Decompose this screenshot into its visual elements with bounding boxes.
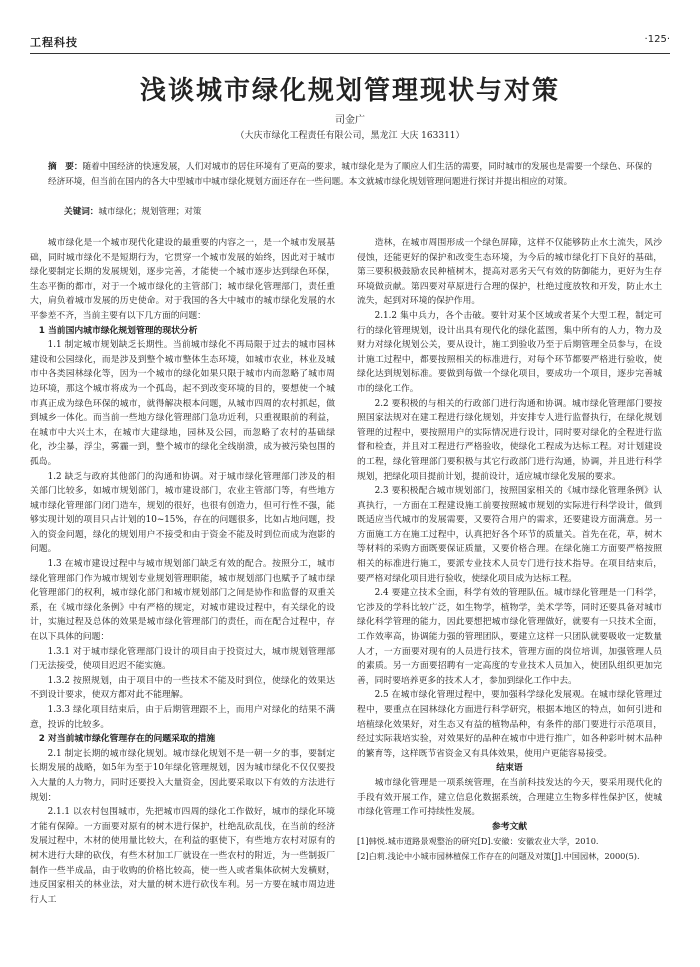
- header-rule: [30, 53, 670, 54]
- running-header: [30, 30, 670, 50]
- reference-item: [1]韩悦.城市道路景观整治的研究[D].安徽：安徽农业大学，2010.: [357, 836, 599, 847]
- section-heading: 参考文献: [491, 821, 528, 832]
- body-paragraph: 2.1.1 以农村包围城市，先把城市四周的绿化工作做好，城市的绿化环境才能有保障。一方面要对原有的树木进行保护，杜绝乱砍乱伐，在当前的经济发展过程中，木材的使用量比较大，在利益的驱使下，有些地方农村对原有的树木进行大肆的砍伐，有些木材加工厂就设在一些农村的附近，为一些制扳厂制作一些半成品，由于收购的价格比较高，使一些人或者集体砍树大发横财，违反国家相关的林业法，对大量的树木进行砍伐车利。另一方要在城市周边进行人工: [30, 807, 335, 905]
- page-number: ·125·: [644, 34, 670, 45]
- reference-item: [2]白莉.浅论中小城市园林植保工作存在的问题及对策[J].中国园林，2000(5).: [357, 850, 640, 861]
- body-paragraph: 1.3.1 对于城市绿化管理部门设计的项目由于投资过大，城市规划管理部门无法接受，使项目迟迟不能实施。: [30, 646, 335, 672]
- keywords: [64, 205, 652, 219]
- affiliation: （大庆市绿化工程责任有限公司，黑龙江 大庆 163311）: [235, 131, 465, 141]
- keywords-text: 城市绿化；规划管理；对策: [98, 207, 202, 217]
- abstract-text: 随着中国经济的快速发展，人们对城市的居住环境有了更高的要求，城市绿化是为了顺应人们生活的需要，同时城市的发展也是需要一个绿色、环保的经济环境，但当前在国内的各大中型城市中城市绿化规划方面还存在一些问题。本文就城市绿化规划管理问题进行探讨并提出相应的对策。: [48, 162, 652, 187]
- body-paragraph: 2.1 制定长期的城市绿化规划。城市绿化规划不是一朝一夕的事，要制定长期发展的战略，如5年为至于10年绿化管理规划，因为城市绿化不仅仅要投入大量的人力物力，同时还要投入大量资金，因此要采取以下有效的方法进行规划：: [30, 748, 335, 803]
- section-heading: 结束语: [496, 763, 523, 774]
- abstract: [48, 160, 652, 190]
- left-column: [30, 236, 335, 907]
- author: 司金广: [335, 115, 365, 126]
- body-paragraph: 2.3 要积极配合城市规划部门，按照国家相关的《城市绿化管理条例》认真执行，一方面在工程建设施工前要按照城市规划的实际进行科学设计，做到既适应当代城市的发展需要，又要符合用户的需求，还要建设方面满意。另一方面施工方在施工过程中，认真把好各个环节的质量关。首先在花，草，树木等材料的采购方面既要保证质量，又要价格合理。在绿化施工方面要严格按照相关的标准进行施工，要派专业技术人员专门进行技术指导。在项目结束后，要严格对绿化项目进行验收，使绿化项目成为达标工程。: [357, 486, 662, 584]
- body-paragraph: 1.3.3 绿化项目结束后，由于后期管理跟不上，而用户对绿化的结果不满意，投诉的比较多。: [30, 705, 335, 730]
- body-paragraph: 1.2 缺乏与政府其他部门的沟通和协调。对于城市绿化管理部门涉及的相关部门比较多，如城市规划部门，城市建设部门，农业主管部门等，有些地方城市绿化管理部门闭门造车，规划的很好，也很有创造力，但可行性不强，能够实现计划的项目只占计划的10~15%，存在的问题很多，比如占地问题，投入的资金问题，绿化的规划用户不接受和由于资金不能及时到位而成为泡影的问题。: [30, 471, 335, 555]
- body-paragraph: 1.1 制定城市规划缺乏长期性。当前城市绿化不再局限于过去的城市园林建设和公园绿化，而是涉及到整个城市整体生态环境，如城市农业，林业及城市中各类园林绿化等，因为一个城市的绿化如果只限于城市内而忽略了城市周边环境，那这个城市将成为一个孤岛，起不到改变环境的目的，要想使一个城市真正成为绿色环保的城市，就得解决根本问题，从城市四周的农村抓起，做到城乡一体化。而当前一些地方绿化管理部门急功近利，只重视眼前的利益，在城市中大兴土木，在城市大建绿地，园林及公园，而忽略了农村的基础绿化，沙尘暴，浮尘，雾霾一到，整个城市的绿化全线崩溃，成为被污染包围的孤岛。: [30, 340, 335, 467]
- body-paragraph: 1.3.2 按照规划，由于项目中的一些技术不能及时到位，使绿化的效果达不到设计要求，使双方都对此不能理解。: [30, 675, 335, 701]
- body-paragraph: 1.3 在城市建设过程中与城市规划部门缺乏有效的配合。按照分工，城市绿化管理部门作为城市规划专业规划管理职能，城市规划部门也赋予了城市绿化管理部门的权利，城市绿化部门和城市规划部门之间是协作和监督的双重关系，在《城市绿化条例》中有严格的规定，对城市建设过程中，有关绿化的设计，实施过程及总体的效果是城市绿化管理部门的责任，而在配合过程中，存在以下具体的问题：: [30, 559, 335, 643]
- body-paragraph: 2.5 在城市绿化管理过程中，要加强科学绿化发展观。在城市绿化管理过程中，要重点在园林绿化方面进行科学研究，根据本地区的特点，如何引进和培植绿化效果好，对生态又有益的植物品种，有条件的部门要进行示范项目，经过实际栽培实验，对效果好的品种在城市中进行推广，如各种彩叶树木品种的繁育等，这样既节省资金又有具体效果，使用户更能容易接受。: [357, 690, 662, 759]
- keywords-label: 关键词：: [64, 207, 99, 217]
- abstract-label: 摘 要：: [48, 162, 83, 172]
- article-title: 浅谈城市绿化规划管理现状与对策: [139, 76, 560, 106]
- body-paragraph: 2.4 要建立技术全面，科学有效的管理队伍。城市绿化管理是一门科学，它涉及的学科比较广泛，如生物学，植物学，美术学等，同时还要具备对城市绿化科学管理的能力，因此要想把城市绿化管理做好，就要有一只技术全面，工作效率高，协调能力强的管理团队，要建立这样一只团队就要吸收一定数量人才，一方面要对现有的人员进行技术，管理方面的岗位培训，加强管理人员的素质。另一方面要招聘有一定高度的专业技术人员加入，使团队组织更加完善，同时要培养更多的技术人才，参加到绿化工作中去。: [357, 588, 662, 686]
- section-heading: 1 当前国内城市绿化规划管理的现状分析: [38, 325, 198, 336]
- body-paragraph: 2.2 要积极的与相关的行政部门进行沟通和协调。城市绿化管理部门要按照国家法规对在建工程进行绿化规划，并安排专人进行监督执行，在绿化规划管理的过程中，要按照用户的实际情况进行设计，同时要对绿化的全程进行监督和检查，并且对工程进行严格验收，使绿化工程成为达标工程。对计划建设的工程，绿化管理部门要积极与其它行政部门进行沟通，协调，并且进行科学规划，把绿化项目提前计划，提前设计，适应城市绿化发展的要求。: [357, 398, 662, 482]
- body-paragraph: 2.1.2 集中兵力，各个击破。要针对某个区域或者某个大型工程，制定可行的绿化管理规划，设计出具有现代化的绿化蓝图，集中所有的人力，物力及财力对绿化规划公关，要从设计，施工到验收乃至于后期管理全员参与，在设计施工过程中，都要按照相关的标准进行，对每个环节都要严格进行验收，使绿化达到规划标准。要做到每做一个绿化项目，要成功一个项目，逐步完善城市的绿化工作。: [357, 310, 662, 394]
- body-paragraph: 城市绿化管理是一项系统管理，在当前科技发达的今天，要采用现代化的手段有效开展工作，建立信息化数据系统，合理建立生物多样性保护区，使城市绿化管理工作可持续性发展。: [357, 777, 662, 818]
- body-paragraph: 城市绿化是一个城市现代化建设的最重要的内容之一，是一个城市发展基础，同时城市绿化不是短期行为，它贯穿一个城市发展的始终，因此对于城市绿化要制定长期的发展规划，逐步完善，才能使一个城市逐步达到绿色环保，生态平衡的都市，对于一个城市绿化的主管部门；城市绿化管理部门，责任重大，肩负着城市发展的历史使命。对于我国的各大中城市的城市绿化发展的水平参差不齐，当前主要有以下几方面的问题：: [30, 238, 335, 321]
- body-paragraph: 造林，在城市周围形成一个绿色屏障，这样不仅能够防止水土流失，风沙侵蚀，还能更好的保护和改变生态环境，为今后的城市绿化打下良好的基础，第三要积极鼓励农民种植树木，提高对恶劣天气有效的防御能力，更好为生存环境做贡献。第四要对草原进行合理的保护，杜绝过度放牧和开发，防止水土流失，起到对环境的保护作用。: [357, 238, 662, 307]
- journal-name: 工程科技: [30, 36, 78, 49]
- right-column: [357, 236, 662, 864]
- section-heading: 2 对当前城市绿化管理存在的问题采取的措施: [38, 734, 216, 745]
